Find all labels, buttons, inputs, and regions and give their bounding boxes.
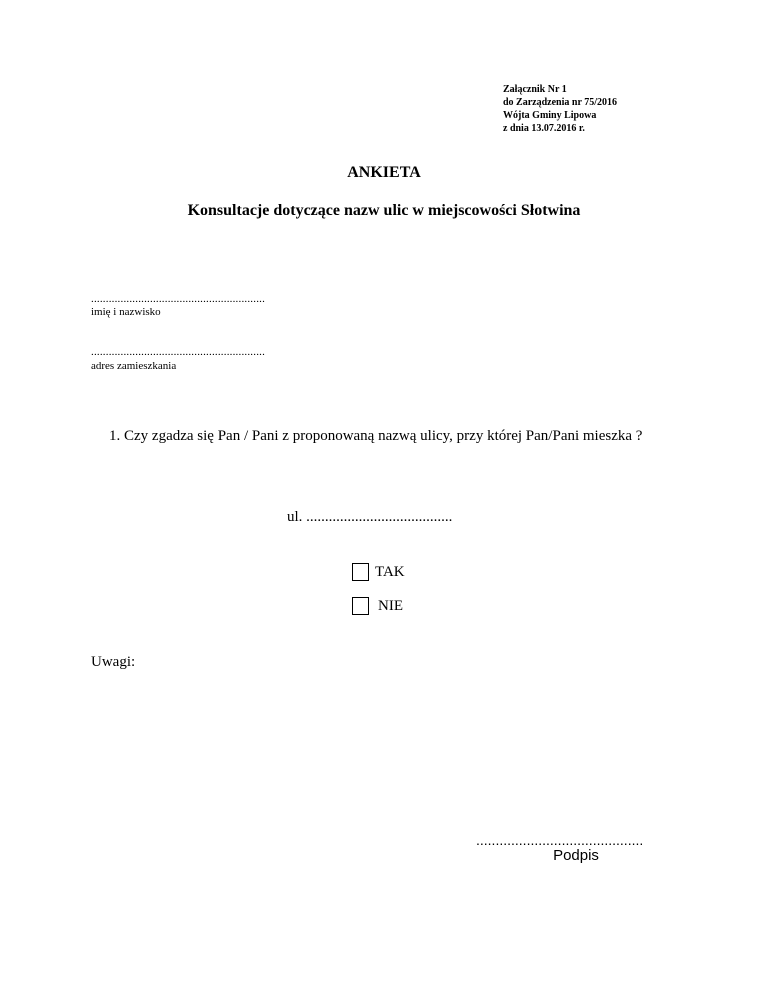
signature-field[interactable]: ........................................... — [476, 832, 644, 848]
option-yes-label: TAK — [375, 564, 405, 580]
document-title: ANKIETA — [347, 164, 421, 181]
street-name-field[interactable]: ul. ....................................... — [287, 509, 453, 525]
attachment-note — [503, 83, 617, 135]
signature-label: Podpis — [553, 847, 599, 864]
attachment-note-line: z dnia 13.07.2016 r. — [503, 123, 585, 134]
attachment-note-line: do Zarządzenia nr 75/2016 — [503, 97, 617, 108]
checkbox-no[interactable] — [352, 597, 369, 615]
checkbox-yes[interactable] — [352, 563, 369, 581]
name-field[interactable]: ........................................................... — [91, 293, 266, 305]
address-field-label: adres zamieszkania — [91, 360, 177, 372]
remarks-label: Uwagi: — [91, 654, 136, 670]
option-no-label: NIE — [378, 598, 403, 614]
document-subtitle: Konsultacje dotyczące nazw ulic w miejscowości Słotwina — [187, 202, 581, 219]
attachment-note-line: Wójta Gminy Lipowa — [503, 110, 597, 121]
question-1: 1. Czy zgadza się Pan / Pani z proponowaną nazwą ulicy, przy której Pan/Pani mieszka ? — [109, 428, 643, 444]
name-field-label: imię i nazwisko — [91, 306, 161, 318]
address-field[interactable]: ........................................................... — [91, 346, 266, 358]
attachment-note-line: Załącznik Nr 1 — [503, 84, 567, 95]
